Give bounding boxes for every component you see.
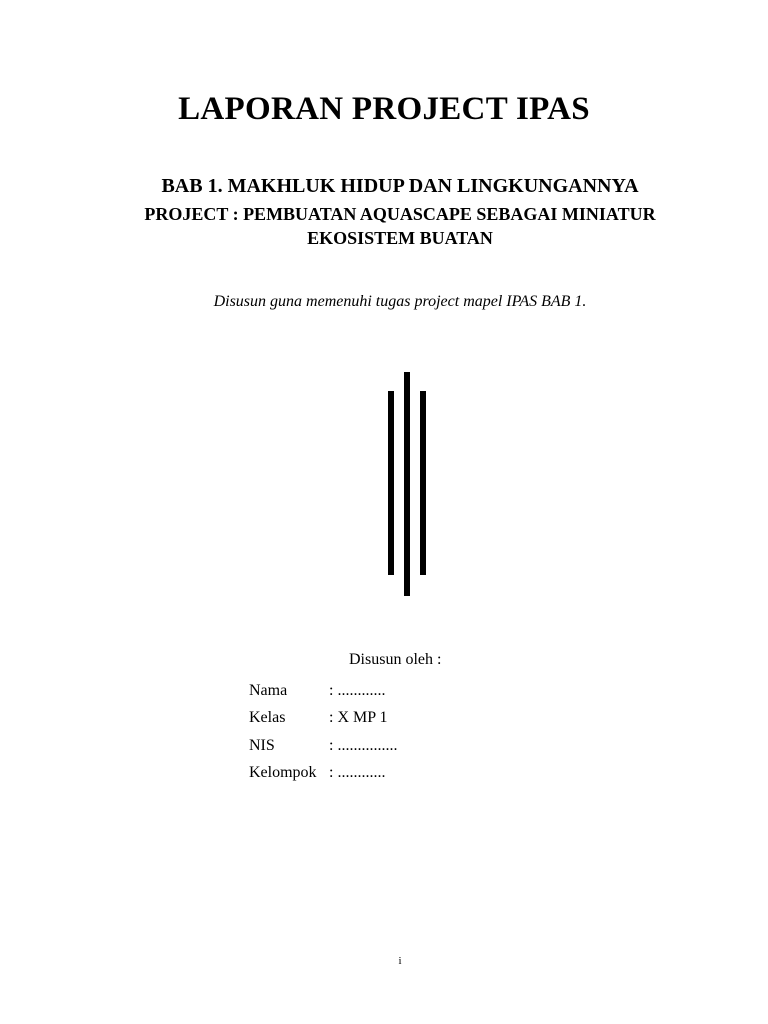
- author-heading: Disusun oleh :: [349, 651, 442, 668]
- project-heading: [0, 202, 768, 250]
- report-title: LAPORAN PROJECT IPAS: [178, 91, 590, 127]
- three-bars-logo-icon: [387, 372, 427, 596]
- logo-bar-center: [404, 372, 410, 596]
- field-label: Kelas: [249, 709, 286, 727]
- field-label: Nama: [249, 681, 288, 699]
- author-row-nis: [249, 732, 397, 760]
- field-value: : ...............: [329, 736, 398, 754]
- field-value: : X MP 1: [329, 709, 388, 727]
- logo-bar-right: [420, 391, 426, 575]
- author-row-kelompok: [249, 760, 397, 788]
- page-number: i: [398, 955, 402, 967]
- author-row-kelas: [249, 705, 397, 733]
- report-purpose: Disusun guna memenuhi tugas project mapel IPAS BAB 1.: [213, 293, 587, 310]
- field-label: Kelompok: [249, 764, 317, 782]
- logo-bar-left: [388, 391, 394, 575]
- field-value: : ............: [329, 681, 386, 699]
- chapter-heading: BAB 1. MAKHLUK HIDUP DAN LINGKUNGANNYA: [161, 175, 639, 197]
- project-heading-line-1: PROJECT : PEMBUATAN AQUASCAPE SEBAGAI MINIATUR: [144, 204, 656, 224]
- field-value: : ............: [329, 764, 386, 782]
- project-heading-line-2: EKOSISTEM BUATAN: [307, 228, 493, 248]
- field-label: NIS: [249, 736, 275, 754]
- author-row-nama: [249, 677, 397, 705]
- author-info-table: [249, 677, 397, 787]
